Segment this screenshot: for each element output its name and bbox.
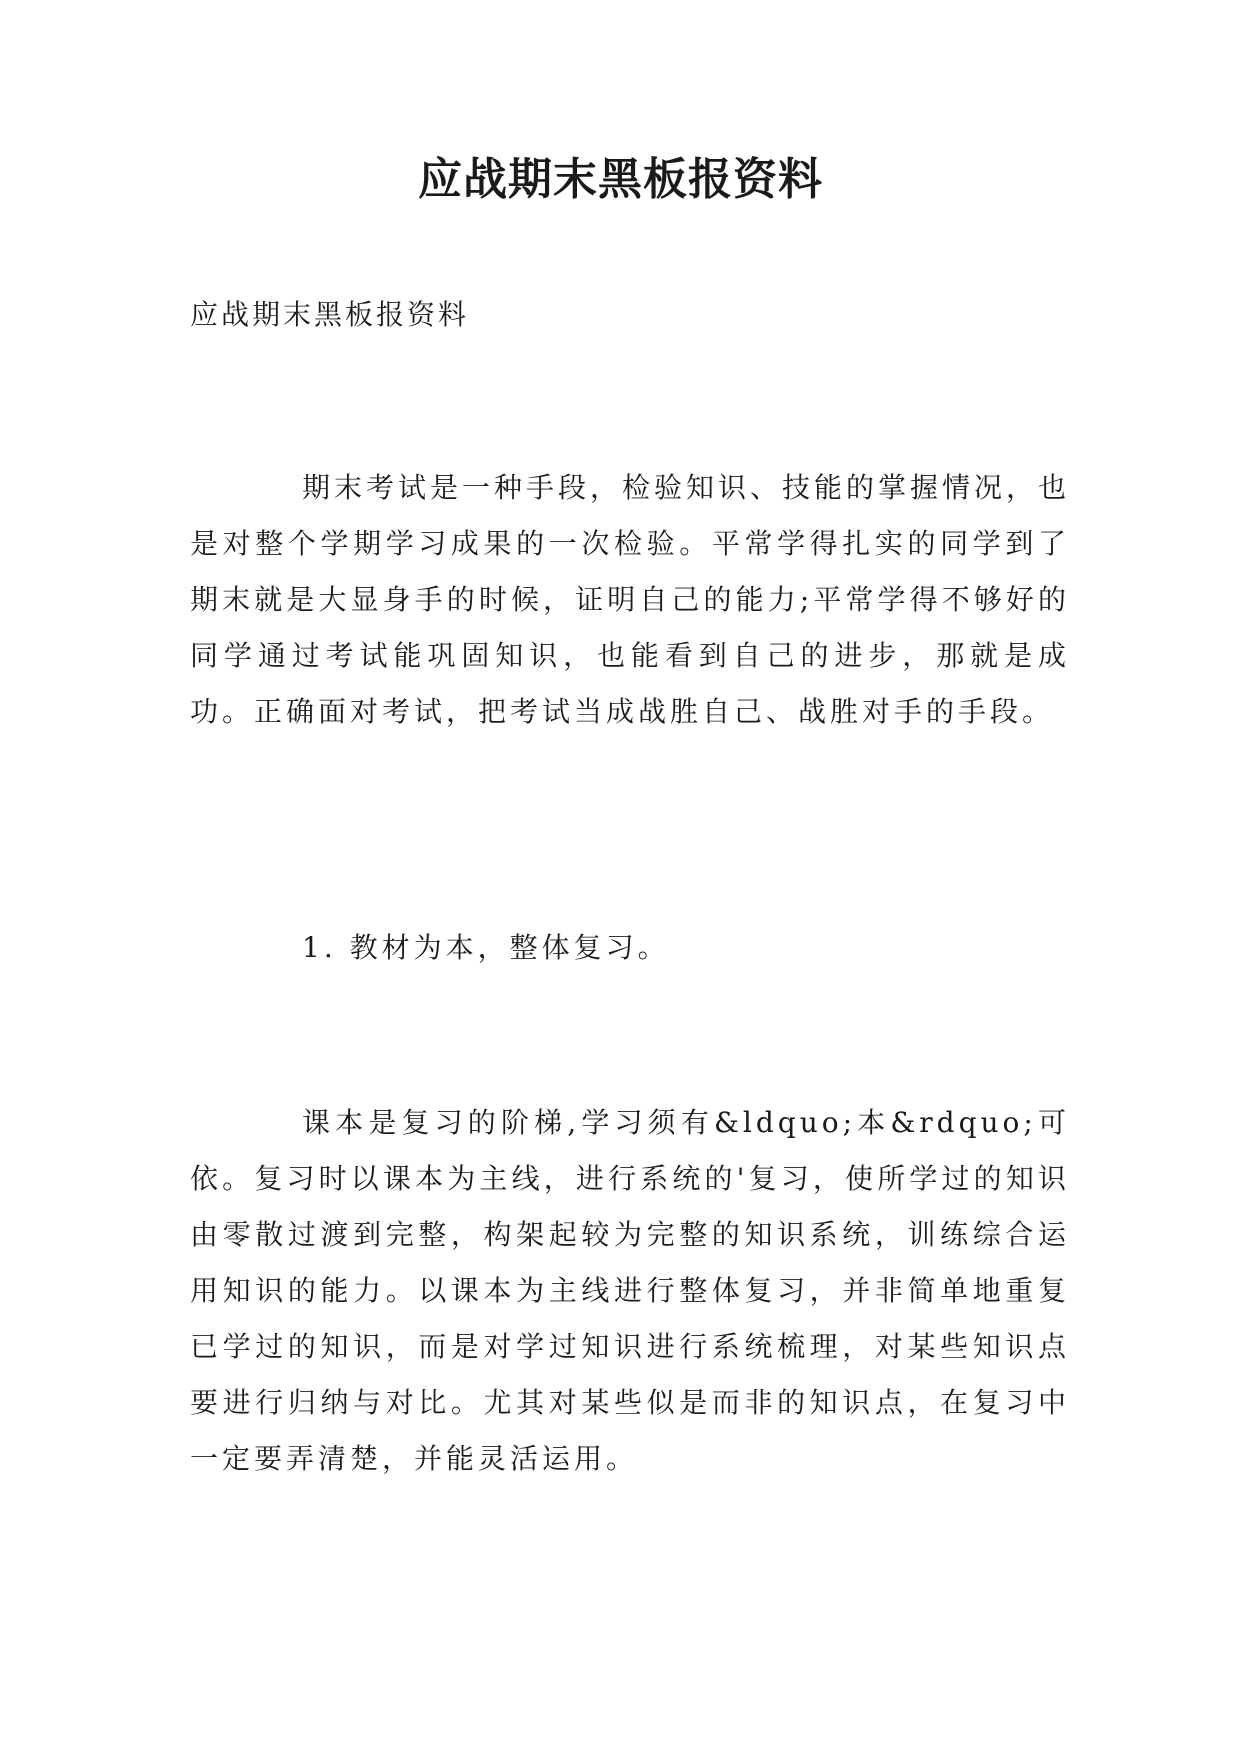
document-title: 应战期末黑板报资料	[418, 154, 823, 205]
section-heading: 1. 教材为本，整体复习。	[302, 931, 670, 964]
paragraph-intro: 期末考试是一种手段，检验知识、技能的掌握情况，也是对整个学期学习成果的一次检验。平常学得扎实的同学到了期末就是大显身手的时候，证明自己的能力;平常学得不够好的同学通过考试能巩固知识，也能看到自己的进步，那就是成功。正确面对考试，把考试当成战胜自己、战胜对手的手段。	[190, 471, 1071, 728]
paragraph-textbook: 课本是复习的阶梯,学习须有&ldquo;本&rdquo;可依。复习时以课本为主线，进行系统的'复习，使所学过的知识由零散过渡到完整，构架起较为完整的知识系统，训练综合运用知识的能力。以课本为主线进行整体复习，并非简单地重复已学过的知识，而是对学过知识进行系统梳理，对某些知识点要进行归纳与对比。尤其对某些似是而非的知识点，在复习中一定要弄清楚，并能灵活运用。	[190, 1106, 1070, 1475]
document-subtitle: 应战期末黑板报资料	[190, 298, 470, 331]
